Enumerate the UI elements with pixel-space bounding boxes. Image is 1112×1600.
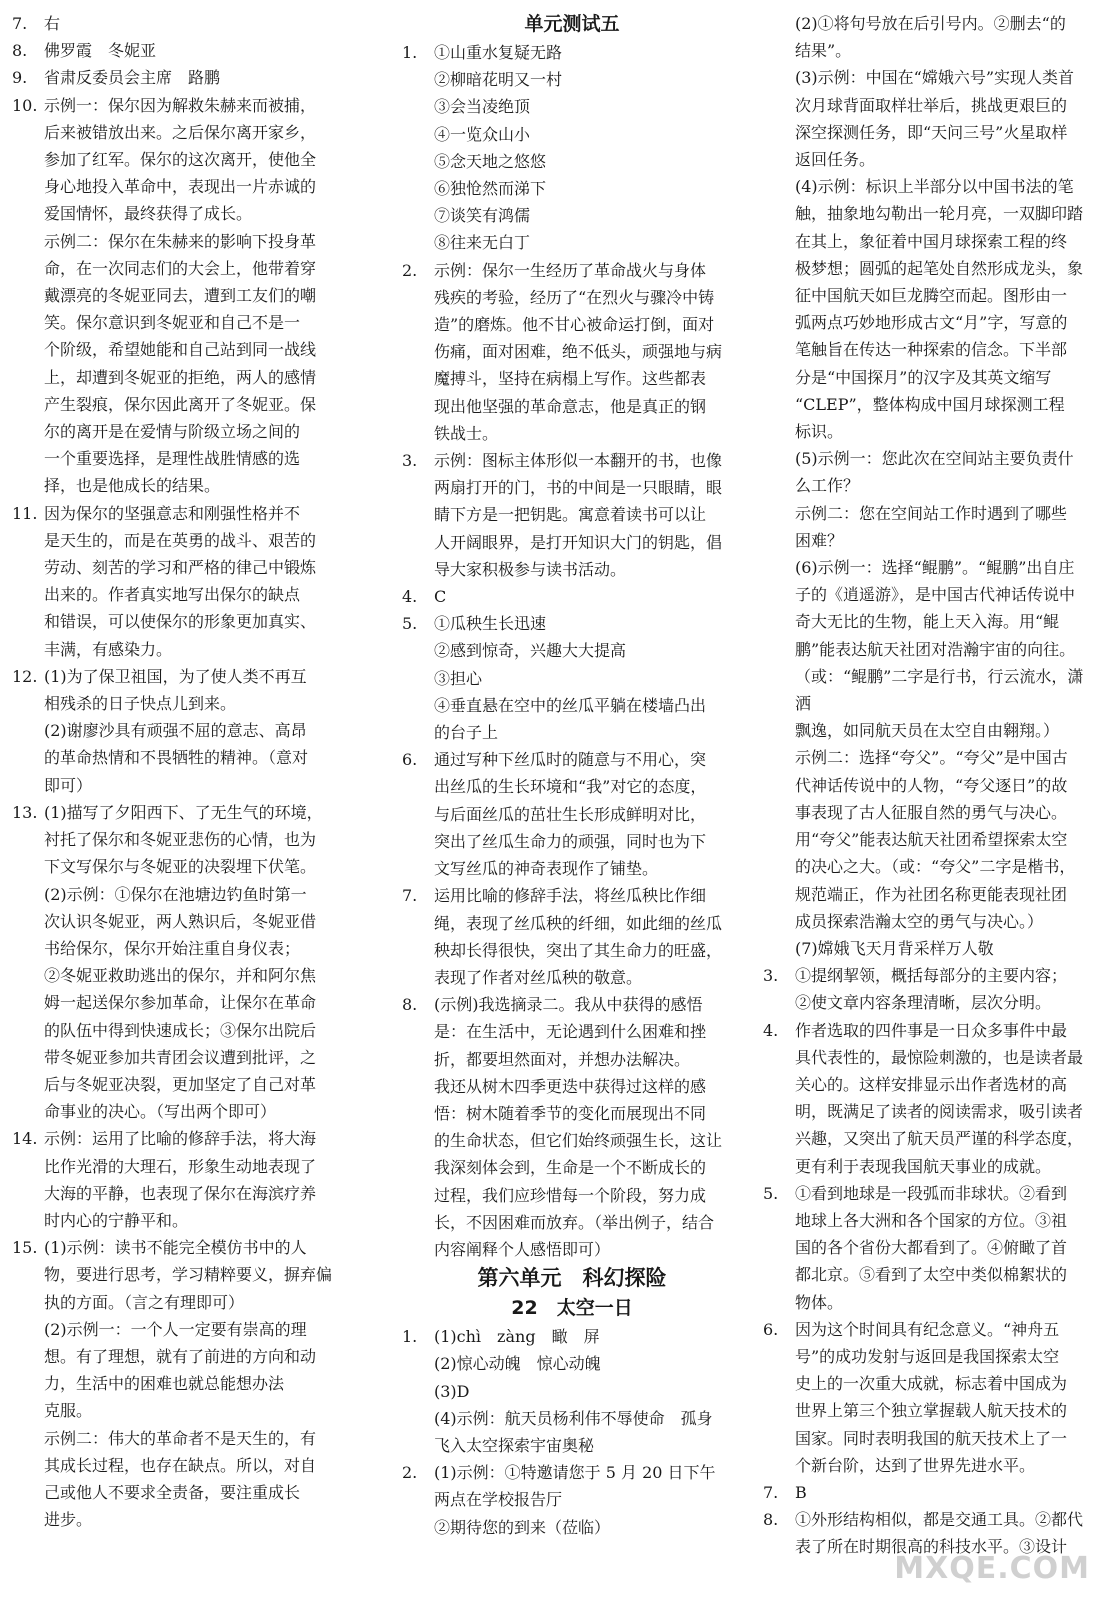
answer-item xyxy=(12,1125,374,1234)
answer-line: (6)示例一：选择“鲲鹏”。“鲲鹏”出自庄 xyxy=(795,558,1075,578)
answer-item xyxy=(402,991,742,1263)
answer-line: ①看到地球是一段弧而非球状。②看到 xyxy=(795,1183,1068,1203)
answer-line: ⑥独怆然而涕下 xyxy=(434,179,547,199)
answer-line: 铁战士。 xyxy=(434,423,499,443)
answer-number: 8. xyxy=(12,41,28,61)
answer-number: 7. xyxy=(12,14,28,33)
answer-line: 鹏”能表达航天社团对浩瀚宇宙的向往。 xyxy=(795,639,1076,659)
answer-line: 飘逸，如同航天员在太空自由翱翔。） xyxy=(795,721,1060,741)
answer-line: (1)描写了夕阳西下、了无生气的环境， xyxy=(44,802,323,822)
answer-line: 下文写保尔与冬妮亚的决裂埋下伏笔。 xyxy=(44,857,317,877)
answer-line: 事表现了古人征服自然的勇气与决心。 xyxy=(795,802,1068,822)
answer-line: ①外形结构相似，都是交通工具。②都代 xyxy=(795,1510,1084,1530)
answer-line: (2)谢廖沙具有顽强不屈的意志、高昂 xyxy=(44,721,307,741)
answer-line: ①提纲挈领，概括每部分的主要内容； xyxy=(795,966,1068,986)
answer-item xyxy=(402,1459,742,1541)
answer-line: 表现了作者对丝瓜秧的敬意。 xyxy=(434,967,643,987)
answer-number: 2. xyxy=(402,1463,418,1483)
answer-line: ⑤念天地之悠悠 xyxy=(434,151,547,171)
answer-line: (4)示例：航天员杨利伟不辱使命 孤身 xyxy=(434,1408,713,1428)
answer-line: 次月球背面取样壮举后，挑战更艰巨的 xyxy=(795,95,1068,115)
answer-line: 绳，表现了丝瓜秧的纤细，如此细的丝瓜 xyxy=(434,913,723,933)
answer-item xyxy=(763,962,1099,1016)
answer-line: (3)示例：中国在“嫦娥六号”实现人类首 xyxy=(795,68,1075,88)
answer-item xyxy=(763,10,1099,962)
answer-line: 因为这个时间具有纪念意义。“神舟五 xyxy=(795,1319,1060,1339)
answer-line: ①瓜秧生长迅速 xyxy=(434,614,547,634)
answer-line: 笑。保尔意识到冬妮亚和自己不是一 xyxy=(44,313,301,333)
answer-line: （或：“鲲鹏”二字是行书，行云流水，潇洒 xyxy=(795,666,1084,714)
answer-number: 9. xyxy=(12,68,28,88)
answer-number: 5. xyxy=(763,1183,779,1203)
answer-line: 省肃反委员会主席 路鹏 xyxy=(44,68,221,88)
answer-line: 示例一：保尔因为解救朱赫来而被捕， xyxy=(44,95,317,115)
answer-item xyxy=(763,1017,1099,1180)
answer-line: 国家。同时表明我国的航天技术上了一 xyxy=(795,1428,1068,1448)
answer-line: 衬托了保尔和冬妮亚悲伤的心情，也为 xyxy=(44,830,317,850)
answer-line: 深空探测任务，即“天问三号”火星取样 xyxy=(795,122,1068,142)
answer-number: 12. xyxy=(12,666,38,686)
answer-item xyxy=(12,10,374,37)
answer-line: 后与冬妮亚决裂，更加坚定了自己对革 xyxy=(44,1074,317,1094)
answer-number: 7. xyxy=(402,886,418,906)
answer-item xyxy=(402,583,742,610)
answer-number: 13. xyxy=(12,802,38,822)
section-title: 第六单元 科幻探险 xyxy=(477,1266,667,1291)
answer-line: 极梦想；圆弧的起笔处自然形成龙头，象 xyxy=(795,258,1084,278)
answer-line: 折，都要坦然面对，并想办法解决。 xyxy=(434,1049,691,1069)
answer-line: 即可） xyxy=(44,775,93,795)
answer-line: 佛罗霞 冬妮亚 xyxy=(44,41,157,61)
answer-line: (示例)我选摘录二。我从中获得的感悟 xyxy=(434,995,703,1015)
answer-line: 出丝瓜的生长环境和“我”对它的态度， xyxy=(434,777,707,797)
answer-item xyxy=(763,1316,1099,1479)
answer-line: 尔的离开是在爱情与阶级立场之间的 xyxy=(44,422,301,442)
answer-line: 两点在学校报告厅 xyxy=(434,1490,563,1510)
answer-line: 命事业的决心。（写出两个即可） xyxy=(44,1102,277,1122)
answer-line: 择，也是他成长的结果。 xyxy=(44,476,221,496)
answer-number: 1. xyxy=(402,43,418,62)
answer-line: 睛下方是一把钥匙。寓意着读书可以让 xyxy=(434,505,707,525)
answer-line: 表了所在时期很高的科技水平。③设计 xyxy=(795,1537,1068,1557)
answer-line: 地球上各大洲和各个国家的方位。③祖 xyxy=(795,1210,1068,1230)
answer-line: 子的《逍遥游》，是中国古代神话传说中 xyxy=(795,585,1076,605)
answer-line: 残疾的考验，经历了“在烈火与骤冷中铸 xyxy=(434,287,715,307)
answer-line: 号”的成功发射与返回是我国探索太空 xyxy=(795,1346,1060,1366)
answer-line: 带冬妮亚参加共青团会议遭到批评，之 xyxy=(44,1047,317,1067)
answer-line: 在其上，象征着中国月球探索工程的终 xyxy=(795,231,1068,251)
answer-item xyxy=(763,1180,1099,1316)
answer-line: 示例：保尔一生经历了革命战火与身体 xyxy=(434,260,707,280)
answer-line: (1)示例：①特邀请您于 5 月 20 日下午 xyxy=(434,1463,716,1483)
answer-line: 我还从树木四季更迭中获得过这样的感 xyxy=(434,1076,707,1096)
answer-line: 命，在一次同志们的大会上，他带着穿 xyxy=(44,258,317,278)
answer-line: 与后面丝瓜的茁壮生长形成鲜明对比， xyxy=(434,804,707,824)
answer-line: 代神话传说中的人物，“夸父逐日”的故 xyxy=(795,775,1068,795)
answer-line: 标识。 xyxy=(795,422,844,442)
answer-line: 秧却长得很快，突出了其生命力的旺盛， xyxy=(434,940,723,960)
answer-line: 国的各个省份大都看到了。④俯瞰了首 xyxy=(795,1238,1068,1258)
column-right xyxy=(763,10,1099,1561)
answer-line: (3)D xyxy=(434,1381,470,1401)
answer-line: 分是“中国探月”的汉字及其英文缩写 xyxy=(795,367,1052,387)
answer-line: 爱国情怀，最终获得了成长。 xyxy=(44,204,253,224)
watermark: MXQE.COM xyxy=(894,1551,1090,1586)
section-title: 22 太空一日 xyxy=(511,1297,633,1320)
answer-line: 上，却遭到冬妮亚的拒绝，两人的感情 xyxy=(44,367,317,387)
answer-line: 因为保尔的坚强意志和刚强性格并不 xyxy=(44,503,301,523)
answer-line: 通过写种下丝瓜时的随意与不用心，突 xyxy=(434,750,707,770)
answer-line: 的台子上 xyxy=(434,723,499,743)
answer-item xyxy=(12,663,374,799)
answer-number: 3. xyxy=(763,966,779,986)
answer-item xyxy=(402,447,742,583)
answer-line: (4)示例：标识上半部分以中国书法的笔 xyxy=(795,177,1074,197)
answer-line: 内容阐释个人感悟即可） xyxy=(434,1239,611,1259)
answer-line: 用“夸父”能表达航天社团希望探索太空 xyxy=(795,830,1068,850)
answer-line: ②期待您的到来（莅临） xyxy=(434,1517,611,1537)
answer-item xyxy=(402,746,742,882)
answer-line: 产生裂痕，保尔因此离开了冬妮亚。保 xyxy=(44,394,317,414)
answer-line: 克服。 xyxy=(44,1401,93,1421)
answer-number: 4. xyxy=(763,1020,779,1040)
answer-number: 6. xyxy=(402,750,418,770)
answer-line: 触，抽象地勾勒出一轮月亮，一双脚印踏 xyxy=(795,204,1084,224)
answer-line: 己或他人不要求全责备，要注重成长 xyxy=(44,1482,301,1502)
answer-line: 是：在生活中，无论遇到什么困难和挫 xyxy=(434,1022,707,1042)
answer-line: 的革命热情和不畏牺牲的精神。（意对 xyxy=(44,748,309,768)
answer-line: 的队伍中得到快速成长；③保尔出院后 xyxy=(44,1020,317,1040)
answer-line: 丰满，有感染力。 xyxy=(44,639,173,659)
answer-line: 书给保尔，保尔开始注重自身仪表； xyxy=(44,938,301,958)
answer-line: 结果”。 xyxy=(795,41,852,61)
answer-line: (2)示例：①保尔在池塘边钓鱼时第一 xyxy=(44,884,307,904)
answer-line: 个新台阶，达到了世界先进水平。 xyxy=(795,1455,1036,1475)
answer-line: 成员探索浩瀚太空的勇气与决心。） xyxy=(795,911,1044,931)
answer-line: 出来的。作者真实地写出保尔的缺点 xyxy=(44,585,301,605)
answer-line: 进步。 xyxy=(44,1510,93,1530)
answer-line: 参加了红军。保尔的这次离开，使他全 xyxy=(44,150,317,170)
answer-line: 奇大无比的生物，能上天入海。用“鲲 xyxy=(795,612,1060,632)
answer-line: 兴趣，又突出了航天员严谨的科学态度， xyxy=(795,1129,1084,1149)
answer-line: ②柳暗花明又一村 xyxy=(434,70,563,90)
answer-line: 示例二：保尔在朱赫来的影响下投身革 xyxy=(44,231,317,251)
answer-line: 右 xyxy=(44,14,61,33)
answer-line: ⑧往来无白丁 xyxy=(434,233,531,253)
answer-line: ①山重水复疑无路 xyxy=(434,43,563,62)
answer-line: 世界上第三个独立掌握载人航天技术的 xyxy=(795,1401,1068,1421)
answer-line: ③会当凌绝顶 xyxy=(434,97,531,117)
answer-item xyxy=(402,610,742,746)
answer-line: 比作光滑的大理石，形象生动地表现了 xyxy=(44,1156,317,1176)
answer-line: 和错误，可以使保尔的形象更加真实、 xyxy=(44,612,317,632)
answer-line: 现出他坚强的革命意志，他是真正的钢 xyxy=(434,396,707,416)
answer-line: (1)示例：读书不能完全模仿书中的人 xyxy=(44,1238,307,1258)
answer-number: 5. xyxy=(402,614,418,634)
answer-line: (1)为了保卫祖国，为了使人类不再互 xyxy=(44,666,307,686)
answer-line: 都北京。⑤看到了太空中类似棉絮状的 xyxy=(795,1265,1068,1285)
answer-number: 7. xyxy=(763,1482,779,1502)
answer-line: 物，要进行思考，学习精粹要义，摒弃偏 xyxy=(44,1265,333,1285)
answer-line: 弧两点巧妙地形成古文“月”字，写意的 xyxy=(795,313,1068,333)
answer-item xyxy=(402,882,742,991)
answer-line: 执的方面。（言之有理即可） xyxy=(44,1292,245,1312)
answer-line: 姆一起送保尔参加革命，让保尔在革命 xyxy=(44,993,317,1013)
answer-number: 2. xyxy=(402,260,418,280)
answer-item xyxy=(12,500,374,663)
answer-line: 两扇打开的门，书的中间是一只眼睛，眼 xyxy=(434,478,723,498)
answer-number: 11. xyxy=(12,503,38,523)
answer-line: ③担心 xyxy=(434,668,483,688)
answer-line: 征中国航天如巨龙腾空而起。图形由一 xyxy=(795,286,1068,306)
answer-item xyxy=(763,1479,1099,1506)
answer-line: 物体。 xyxy=(795,1292,844,1312)
answer-line: 一个重要选择，是理性战胜情感的选 xyxy=(44,449,301,469)
answer-line: 示例二：伟大的革命者不是天生的，有 xyxy=(44,1428,317,1448)
answer-line: 劳动、刻苦的学习和严格的律己中锻炼 xyxy=(44,558,317,578)
answer-line: 示例二：选择“夸父”。“夸父”是中国古 xyxy=(795,748,1068,768)
column-middle xyxy=(402,10,742,1541)
answer-line: 大海的平静，也表现了保尔在海滨疗养 xyxy=(44,1183,317,1203)
answer-number: 3. xyxy=(402,451,418,471)
answer-line: 魔搏斗，坚持在病榻上写作。这些都表 xyxy=(434,369,707,389)
answer-item xyxy=(402,39,742,257)
answer-line: 笔触旨在传达一种探索的信念。下半部 xyxy=(795,340,1068,360)
answer-line: 示例：图标主体形似一本翻开的书，也像 xyxy=(434,451,723,471)
answer-line: 是天生的，而是在英勇的战斗、艰苦的 xyxy=(44,530,317,550)
answer-item xyxy=(12,92,374,500)
answer-item xyxy=(12,1234,374,1533)
answer-line: 悟：树木随着季节的变化而展现出不同 xyxy=(434,1103,707,1123)
answer-number: 8. xyxy=(402,995,418,1015)
answer-line: ②冬妮亚救助逃出的保尔，并和阿尔焦 xyxy=(44,966,317,986)
answer-line: 示例：运用了比喻的修辞手法，将大海 xyxy=(44,1129,317,1149)
answer-item xyxy=(12,799,374,1125)
answer-item xyxy=(12,64,374,91)
answer-line: 具代表性的，最惊险刺激的，也是读者最 xyxy=(795,1047,1084,1067)
column-left xyxy=(12,10,374,1533)
answer-line: 的生命状态，但它们始终顽强生长，这让 xyxy=(434,1131,723,1151)
answer-number: 10. xyxy=(12,95,38,115)
answer-line: C xyxy=(434,587,447,607)
answer-line: 伤痛，面对困难，绝不低头，顽强地与病 xyxy=(434,342,723,362)
answer-line: B xyxy=(795,1482,807,1502)
answer-line: 时内心的宁静平和。 xyxy=(44,1210,189,1230)
answer-line: 更有利于表现我国航天事业的成就。 xyxy=(795,1156,1052,1176)
answer-line: ②感到惊奇，兴趣大大提高 xyxy=(434,641,627,661)
answer-line: ⑦谈笑有鸿儒 xyxy=(434,206,531,226)
answer-line: 返回任务。 xyxy=(795,150,876,170)
answer-line: 明，既满足了读者的阅读需求，吸引读者 xyxy=(795,1102,1084,1122)
answer-line: 关心的。这样安排显示出作者选材的高 xyxy=(795,1074,1068,1094)
answer-line: 规范端正，作为社团名称更能表现社团 xyxy=(795,884,1068,904)
answer-line: 长，不因困难而放弃。（举出例子，结合 xyxy=(434,1212,715,1232)
answer-line: (2)示例一：一个人一定要有崇高的理 xyxy=(44,1319,307,1339)
answer-line: 次认识冬妮亚，两人熟识后，冬妮亚借 xyxy=(44,911,317,931)
answer-line: 困难？ xyxy=(795,530,844,550)
answer-line: 想。有了理想，就有了前进的方向和动 xyxy=(44,1346,317,1366)
answer-line: 个阶级，希望她能和自己站到同一战线 xyxy=(44,340,317,360)
answer-number: 8. xyxy=(763,1510,779,1530)
answer-line: 造”的磨炼。他不甘心被命运打倒，面对 xyxy=(434,315,715,335)
answer-item xyxy=(12,37,374,64)
answer-number: 6. xyxy=(763,1319,779,1339)
answer-line: 力，生活中的困难也就总能想办法 xyxy=(44,1374,285,1394)
answer-line: 文写丝瓜的神奇表现作了铺垫。 xyxy=(434,859,659,879)
answer-line: (2)①将句号放在后引号内。②删去“的 xyxy=(795,14,1066,33)
answer-line: 飞入太空探索宇宙奥秘 xyxy=(434,1435,595,1455)
answer-line: 戴漂亮的冬妮亚同去，遭到工友们的嘲 xyxy=(44,286,317,306)
answer-number: 15. xyxy=(12,1238,38,1258)
answer-line: 过程，我们应珍惜每一个阶段，努力成 xyxy=(434,1185,707,1205)
answer-line: 的决心之大。（或：“夸父”二字是楷书， xyxy=(795,857,1076,877)
answer-line: 运用比喻的修辞手法，将丝瓜秧比作细 xyxy=(434,886,707,906)
answer-line: 相残杀的日子快点儿到来。 xyxy=(44,694,237,714)
answer-line: (2)惊心动魄 惊心动魄 xyxy=(434,1354,601,1374)
answer-line: 人开阔眼界，是打开知识大门的钥匙，倡 xyxy=(434,532,723,552)
answer-line: 其成长过程，也存在缺点。所以，对自 xyxy=(44,1455,317,1475)
answer-number: 4. xyxy=(402,587,418,607)
answer-line: 作者选取的四件事是一日众多事件中最 xyxy=(795,1020,1068,1040)
answer-line: 史上的一次重大成就，标志着中国成为 xyxy=(795,1374,1068,1394)
answer-item xyxy=(402,257,742,447)
answer-line: 示例二：您在空间站工作时遇到了哪些 xyxy=(795,503,1068,523)
answer-number: 1. xyxy=(402,1327,418,1347)
answer-line: 我深刻体会到，生命是一个不断成长的 xyxy=(434,1158,707,1178)
answer-line: 导大家积极参与读书活动。 xyxy=(434,559,627,579)
answer-line: (5)示例一：您此次在空间站主要负责什 xyxy=(795,449,1074,469)
answer-line: ④垂直悬在空中的丝瓜平躺在楼墙凸出 xyxy=(434,695,707,715)
answer-line: ④一览众山小 xyxy=(434,124,531,144)
answer-line: 么工作？ xyxy=(795,476,860,496)
answer-item xyxy=(402,1323,742,1459)
answer-line: 突出了丝瓜生命力的顽强，同时也为下 xyxy=(434,831,707,851)
answer-line: “CLEP”，整体构成中国月球探测工程 xyxy=(795,394,1065,414)
answer-line: 后来被错放出来。之后保尔离开家乡， xyxy=(44,122,317,142)
section-title: 单元测试五 xyxy=(524,13,620,35)
answer-line: (7)嫦娥飞天月背采样万人敬 xyxy=(795,938,994,958)
answer-line: (1)chì zàng 瞰 屏 xyxy=(434,1327,600,1347)
answer-number: 14. xyxy=(12,1129,38,1149)
answer-line: 身心地投入革命中，表现出一片赤诚的 xyxy=(44,177,317,197)
answer-line: ②使文章内容条理清晰，层次分明。 xyxy=(795,993,1052,1013)
